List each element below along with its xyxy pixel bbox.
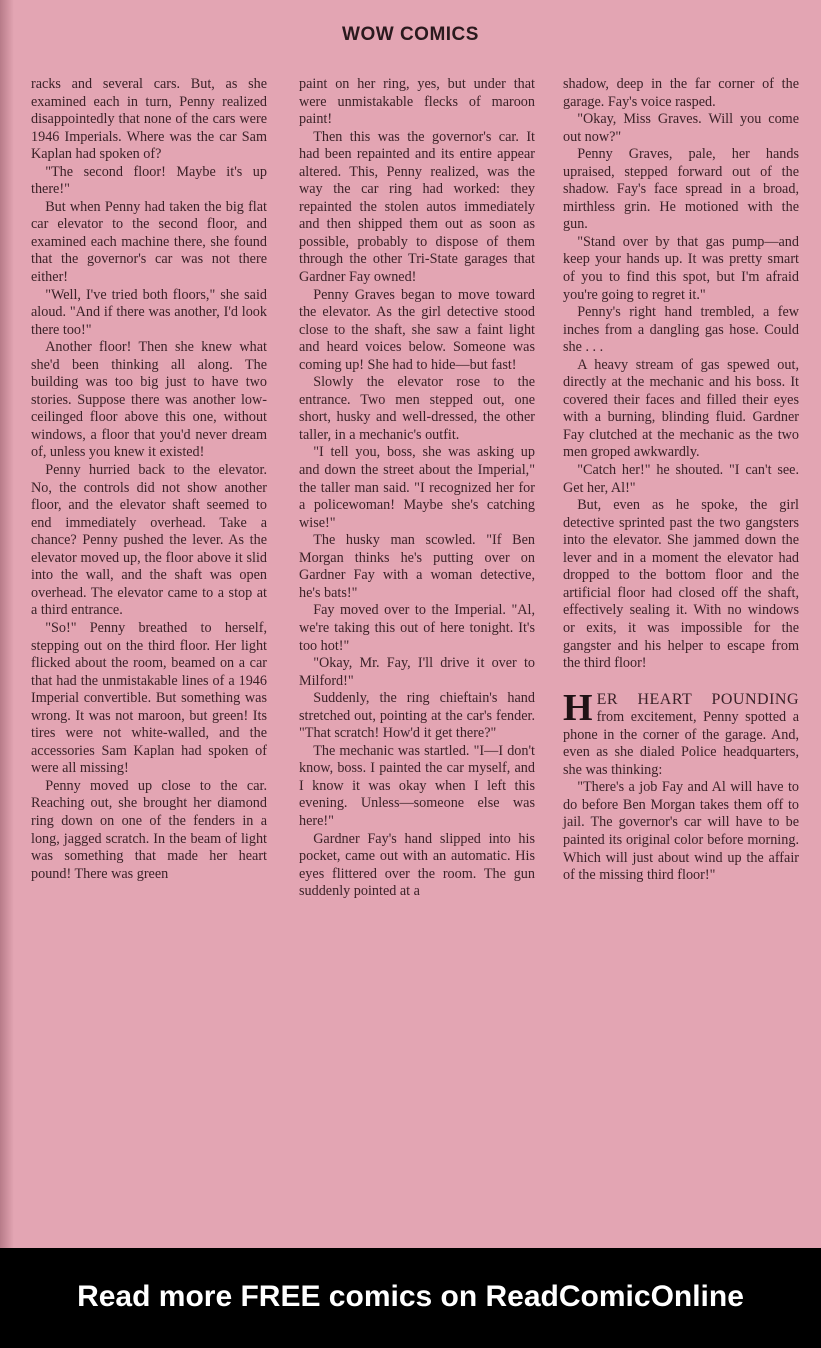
paragraph: Gardner Fay's hand slipped into his pocket, came out with an automatic. His eyes flittered over the room. The gun suddenly pointed at a: [299, 830, 535, 900]
paragraph: Another floor! Then she knew what she'd been thinking all along. The building was too big just to have two stories. Suppose there was another low-ceilinged floor above this one, without windows, a floor that you'd never dream of, unless you knew it existed!: [31, 339, 267, 461]
paragraph: "There's a job Fay and Al will have to do before Ben Morgan takes them off to jail. The governor's car will have to be painted its original color before morning. Which will just about wind up the affair of the missing third floor!": [563, 779, 799, 884]
paragraph: But when Penny had taken the big flat car elevator to the second floor, and examined each machine there, she found that the governor's car was not there either!: [31, 198, 267, 286]
paragraph: "Catch her!" he shouted. "I can't see. Get her, Al!": [563, 462, 799, 496]
paragraph: "Okay, Miss Graves. Will you come out now?": [563, 111, 799, 145]
paragraph: Penny moved up close to the car. Reaching out, she brought her diamond ring down on one of the fenders in a long, jagged scratch. In the beam of light was something that made her heart pound! There was green: [31, 777, 267, 882]
paragraph: Suddenly, the ring chieftain's hand stretched out, pointing at the car's fender. "That scratch! How'd it get there?": [299, 690, 535, 742]
paragraph: shadow, deep in the far corner of the garage. Fay's voice rasped.: [563, 76, 799, 110]
paragraph: A heavy stream of gas spewed out, directly at the mechanic and his boss. It covered their faces and filled their eyes with a burning, blinding fluid. Gardner Fay clutched at the mechanic as the two men groped awkwardly.: [563, 356, 799, 461]
promo-footer-bar: [0, 1248, 821, 1348]
paragraph: "The second floor! Maybe it's up there!": [31, 163, 267, 198]
paragraph: Then this was the governor's car. It had been repainted and its entire appear altered. This, Penny realized, was the way the car ring had worked: they repainted the stolen autos immediately and then shipped them out as soon as possible, probably to dispose of them through the other Tri-State garages that Gardner Fay owned!: [299, 128, 535, 286]
running-head-title: WOW COMICS: [342, 24, 479, 45]
paragraph: racks and several cars. But, as she examined each in turn, Penny realized disappointedly that none of the cars were 1946 Imperials. Where was the car Sam Kaplan had spoken of?: [31, 76, 267, 163]
promo-footer-text: Read more FREE comics on ReadComicOnline: [77, 1280, 744, 1313]
text-column-3: [563, 76, 799, 885]
paragraph: paint on her ring, yes, but under that were unmistakable flecks of maroon paint!: [299, 76, 535, 128]
paragraph: "Well, I've tried both floors," she said aloud. "And if there was another, I'd look there too!": [31, 286, 267, 338]
paragraph: Penny Graves began to move toward the elevator. As the girl detective stood close to the shaft, she saw a faint light and heard voices below. Someone was coming up! She had to hide—but fast!: [299, 286, 535, 373]
text-column-1: [31, 76, 267, 883]
text-column-2: [299, 76, 535, 901]
paragraph: Penny's right hand trembled, a few inches from a dangling gas hose. Could she . . .: [563, 304, 799, 356]
section-lead-paragraph: [563, 686, 799, 780]
paragraph: Fay moved over to the Imperial. "Al, we're taking this out of here tonight. It's too hot!": [299, 602, 535, 654]
section-lead-text: from excitement, Penny spotted a phone in the corner of the garage. And, even as she dialed Police headquarters, she was thinking:: [563, 709, 799, 778]
paragraph: The mechanic was startled. "I—I don't know, boss. I painted the car myself, and I know it was okay when I left this evening. Unless—someone else was here!": [299, 742, 535, 829]
paragraph: Penny Graves, pale, her hands upraised, stepped forward out of the shadow. Fay's face spread in a broad, mirthless grin. He motioned with the gun.: [563, 146, 799, 233]
paragraph: The husky man scowled. "If Ben Morgan thinks he's putting over on Gardner Fay with a woman detective, he's bats!": [299, 532, 535, 601]
paragraph: "I tell you, boss, she was asking up and down the street about the Imperial," the taller man said. "I recognized her for a policewoman! Maybe she's catching wise!": [299, 444, 535, 531]
paragraph: Slowly the elevator rose to the entrance. Two men stepped out, one short, husky and well-dressed, the other taller, in a mechanic's outfit.: [299, 374, 535, 443]
paragraph: "Stand over by that gas pump—and keep your hands up. It was pretty smart of you to find this spot, but I'm afraid you're going to regret it.": [563, 233, 799, 303]
paragraph: But, even as he spoke, the girl detective sprinted past the two gangsters into the elevator. She jammed down the lever and in a moment the elevator had dropped to the bottom floor and the artificial floor had closed off the shaft, effectively sealing it. With no windows or exits, it was impossible for the gangster and his helper to escape from the third floor!: [563, 497, 799, 672]
paragraph: "Okay, Mr. Fay, I'll drive it over to Milford!": [299, 655, 535, 689]
drop-cap: H: [563, 686, 593, 729]
paragraph: Penny hurried back to the elevator. No, the controls did not show another floor, and the elevator shaft seemed to end immediately overhead. Take a chance? Penny pushed the lever. As the elevator moved up, the floor above it slid into the wall, and the shaft was open overhead. The elevator came to a stop at a third entrance.: [31, 462, 267, 619]
section-heading: ER HEART POUNDING: [596, 690, 799, 708]
paragraph: "So!" Penny breathed to herself, stepping out on the third floor. Her light flicked about the room, beamed on a car that had the unmistakable lines of a 1946 Imperial convertible. But something was wrong. It was not maroon, but green! Its tires were not white-walled, and the accessories Sam Kaplan had spoken of were all missing!: [31, 619, 267, 777]
